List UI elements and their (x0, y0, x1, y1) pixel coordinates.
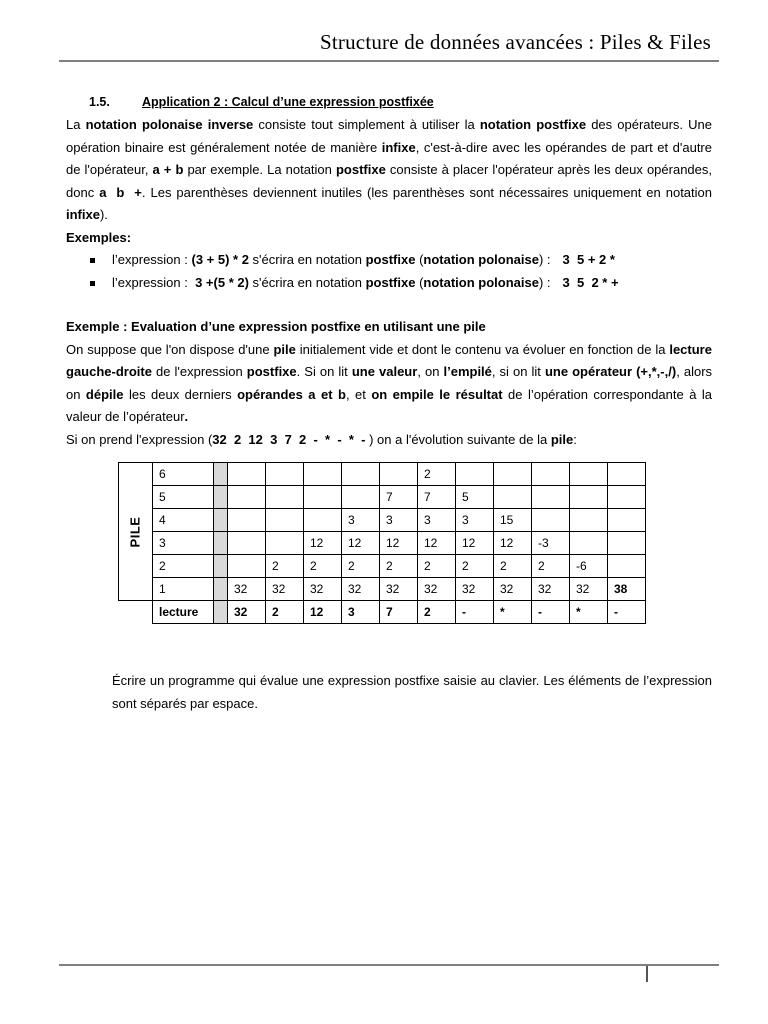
bullet-icon (90, 258, 95, 263)
intro-text: La (66, 117, 86, 132)
table-cell (570, 509, 608, 532)
stack-level-label: 4 (153, 509, 214, 532)
table-cell: 32 (532, 578, 570, 601)
table-cell (608, 509, 646, 532)
stack-side-label-text: PILE (127, 516, 143, 547)
section-title: Application 2 : Calcul d’une expression postfixée (142, 95, 434, 109)
table-row (119, 601, 646, 624)
table-cell: 2 (456, 555, 494, 578)
table-cell: 3 (380, 509, 418, 532)
example-text: l’expression : (112, 274, 196, 290)
intro-bold: a b + (99, 184, 142, 200)
table-cell: 2 (304, 555, 342, 578)
table-cell: 3 (342, 509, 380, 532)
shaded-column-cell (214, 578, 228, 601)
table-cell (570, 486, 608, 509)
table-row (119, 486, 646, 509)
table-cell: 32 (266, 578, 304, 601)
shaded-column-cell (214, 509, 228, 532)
spacer (66, 294, 712, 316)
intro-text: , c'est-à-dire avec les opérandes de part et d'autre de l'opérateur, (66, 139, 712, 177)
table-cell: 7 (380, 601, 418, 624)
shaded-column-cell (214, 601, 228, 624)
table-cell: 7 (418, 486, 456, 509)
table-cell (266, 463, 304, 486)
stack-level-label: 5 (153, 486, 214, 509)
table-cell: - (532, 601, 570, 624)
table-cell: 12 (304, 532, 342, 555)
table-cell: - (456, 601, 494, 624)
example-bold: notation polonaise (423, 252, 539, 267)
table-cell (608, 486, 646, 509)
table-cell: * (494, 601, 532, 624)
evaluation-heading-text: Exemple : Evaluation d’une expression postfixe en utilisant une pile (66, 319, 486, 334)
table-cell: 2 (342, 555, 380, 578)
table-cell (380, 463, 418, 486)
stack-level-label: 1 (153, 578, 214, 601)
table-cell: 12 (342, 532, 380, 555)
table-cell: 32 (418, 578, 456, 601)
table-cell (304, 463, 342, 486)
table-cell (266, 486, 304, 509)
table-cell: 32 (228, 601, 266, 624)
example-result: 3 5 2 * + (562, 274, 619, 290)
stack-level-label: 3 (153, 532, 214, 555)
table-cell: 2 (266, 555, 304, 578)
eval-text: , si on lit (491, 364, 545, 379)
eval-bold: lecture gauche-droite (66, 341, 712, 379)
table-cell: 2 (418, 601, 456, 624)
table-cell: 2 (494, 555, 532, 578)
example-text: ( (415, 274, 424, 290)
content-body (66, 114, 712, 451)
table-cell: 32 (456, 578, 494, 601)
example-expression: (3 + 5) * 2 (191, 252, 249, 267)
shaded-column-cell (214, 463, 228, 486)
eval-bold: pile (273, 341, 296, 357)
example-text: ) : (538, 252, 551, 267)
expression-paragraph (66, 429, 712, 452)
table-cell: 38 (608, 578, 646, 601)
example-text: l’expression : (112, 252, 192, 267)
shaded-column-cell (214, 486, 228, 509)
header-divider (59, 60, 719, 62)
shaded-column-cell (214, 532, 228, 555)
table-cell: 2 (380, 555, 418, 578)
example-text: ) : (538, 274, 551, 290)
table-cell (228, 532, 266, 555)
eval-text: de l’opération correspondante à la valeur de l’opérateur (66, 386, 712, 424)
table-cell (532, 486, 570, 509)
evaluation-heading (66, 316, 712, 339)
table-cell (228, 555, 266, 578)
table-row (119, 532, 646, 555)
eval-bold: une valeur (351, 364, 418, 379)
table-cell (570, 463, 608, 486)
table-cell (608, 555, 646, 578)
table-cell: 12 (494, 532, 532, 555)
example-bold: postfixe (365, 274, 416, 290)
eval-text: , alors on (66, 364, 713, 402)
stack-evolution-table (118, 462, 646, 624)
eval-text: de l'expression (151, 364, 247, 379)
table-cell (228, 509, 266, 532)
table-cell (608, 463, 646, 486)
table-cell: * (570, 601, 608, 624)
eval-bold: on empile le résultat (371, 386, 503, 402)
table-cell: 3 (418, 509, 456, 532)
eval-expression: 32 2 12 3 7 2 - * - * - (212, 431, 366, 447)
table-cell: 2 (418, 555, 456, 578)
eval-bold: une opérateur (+,*,-,/) (544, 364, 677, 379)
table-cell: 12 (304, 601, 342, 624)
table-cell (266, 509, 304, 532)
eval-text: , et (345, 386, 372, 402)
table-cell (266, 532, 304, 555)
intro-text: ). (99, 207, 108, 222)
intro-bold: infixe (381, 139, 416, 155)
table-cell: 12 (380, 532, 418, 555)
table-row (119, 555, 646, 578)
eval-bold: opérandes a et b (237, 386, 346, 402)
table-cell: 12 (418, 532, 456, 555)
stack-level-label: 6 (153, 463, 214, 486)
examples-heading-text: Exemples: (66, 229, 132, 245)
example-expression: 3 +(5 * 2) (195, 274, 249, 290)
table-cell: 2 (266, 601, 304, 624)
table-cell (570, 532, 608, 555)
eval-text: ) on a l'évolution suivante de la (365, 431, 551, 447)
intro-text: . Les parenthèses deviennent inutiles (les parenthèses sont nécessaires uniquement en notation (141, 184, 712, 200)
examples-list (66, 249, 712, 294)
list-item (66, 272, 712, 295)
table-cell (456, 463, 494, 486)
intro-text: consiste à placer l'opérateur après les deux opérandes, donc (66, 162, 712, 200)
table-cell: - (608, 601, 646, 624)
example-text: ( (415, 252, 424, 267)
intro-bold: postfixe (335, 162, 386, 177)
table-cell (228, 486, 266, 509)
table-cell: 32 (494, 578, 532, 601)
intro-bold: notation postfixe (479, 117, 587, 132)
eval-bold: . (184, 409, 189, 424)
table-cell: -3 (532, 532, 570, 555)
intro-text: par exemple. La notation (183, 162, 336, 177)
table-cell (342, 486, 380, 509)
intro-text: des opérateurs. Une opération binaire est généralement notée de manière (66, 117, 712, 155)
eval-text: : (573, 431, 577, 447)
table-cell: 2 (418, 463, 456, 486)
example-bold: postfixe (365, 252, 416, 267)
intro-text: consiste tout simplement à utiliser la (253, 117, 480, 132)
table-cell: -6 (570, 555, 608, 578)
eval-bold: dépile (85, 386, 124, 402)
list-item (66, 249, 712, 272)
eval-text: . Si on lit (296, 364, 352, 379)
table-cell: 2 (532, 555, 570, 578)
table-cell: 32 (304, 578, 342, 601)
table-cell: 5 (456, 486, 494, 509)
table-row (119, 578, 646, 601)
lecture-label: lecture (153, 601, 214, 624)
eval-bold: pile (550, 431, 574, 447)
table-cell: 32 (380, 578, 418, 601)
eval-bold: l’empilé (443, 364, 492, 379)
example-bold: notation polonaise (423, 274, 539, 290)
eval-text: On suppose que l'on dispose d'une (66, 341, 274, 357)
table-cell: 3 (456, 509, 494, 532)
table-cell: 7 (380, 486, 418, 509)
intro-bold: notation polonaise inverse (85, 117, 254, 132)
eval-text: Si on prend l'expression ( (66, 431, 213, 447)
bullet-icon (90, 281, 95, 286)
example-result: 3 5 + 2 * (562, 252, 615, 267)
section-heading (89, 95, 434, 109)
table-cell (494, 486, 532, 509)
table-cell: 15 (494, 509, 532, 532)
exercise-paragraph: Écrire un programme qui évalue une expression postfixe saisie au clavier. Les éléments de l’expression sont séparés par espace. (112, 673, 712, 711)
table-row (119, 509, 646, 532)
example-text: s'écrira en notation (248, 252, 366, 267)
eval-text: les deux derniers (123, 386, 238, 402)
shaded-column-cell (214, 555, 228, 578)
table-cell: 12 (456, 532, 494, 555)
examples-heading (66, 227, 712, 250)
stack-level-label: 2 (153, 555, 214, 578)
eval-text: , on (417, 364, 444, 379)
table-cell (532, 509, 570, 532)
footer-divider (59, 964, 719, 966)
table-cell (304, 509, 342, 532)
table-cell: 3 (342, 601, 380, 624)
eval-bold: postfixe (246, 364, 297, 379)
page-header-title: Structure de données avancées : Piles & Files (320, 30, 711, 54)
table-cell: 32 (228, 578, 266, 601)
table-row (119, 463, 646, 486)
intro-paragraph (66, 114, 712, 227)
evaluation-paragraph (66, 339, 712, 429)
section-number: 1.5. (89, 95, 110, 109)
stack-side-label (119, 463, 153, 601)
table-cell (532, 463, 570, 486)
intro-bold: infixe (66, 207, 100, 222)
example-text: s'écrira en notation (248, 274, 366, 290)
blank-cell (119, 601, 153, 624)
table-cell (494, 463, 532, 486)
table-cell: 32 (570, 578, 608, 601)
table-cell (608, 532, 646, 555)
intro-bold: a + b (152, 162, 184, 177)
table-cell (304, 486, 342, 509)
table-cell (228, 463, 266, 486)
table-cell: 32 (342, 578, 380, 601)
footer-page-marker (646, 966, 648, 982)
table-cell (342, 463, 380, 486)
eval-text: initialement vide et dont le contenu va évoluer en fonction de la (295, 341, 670, 357)
